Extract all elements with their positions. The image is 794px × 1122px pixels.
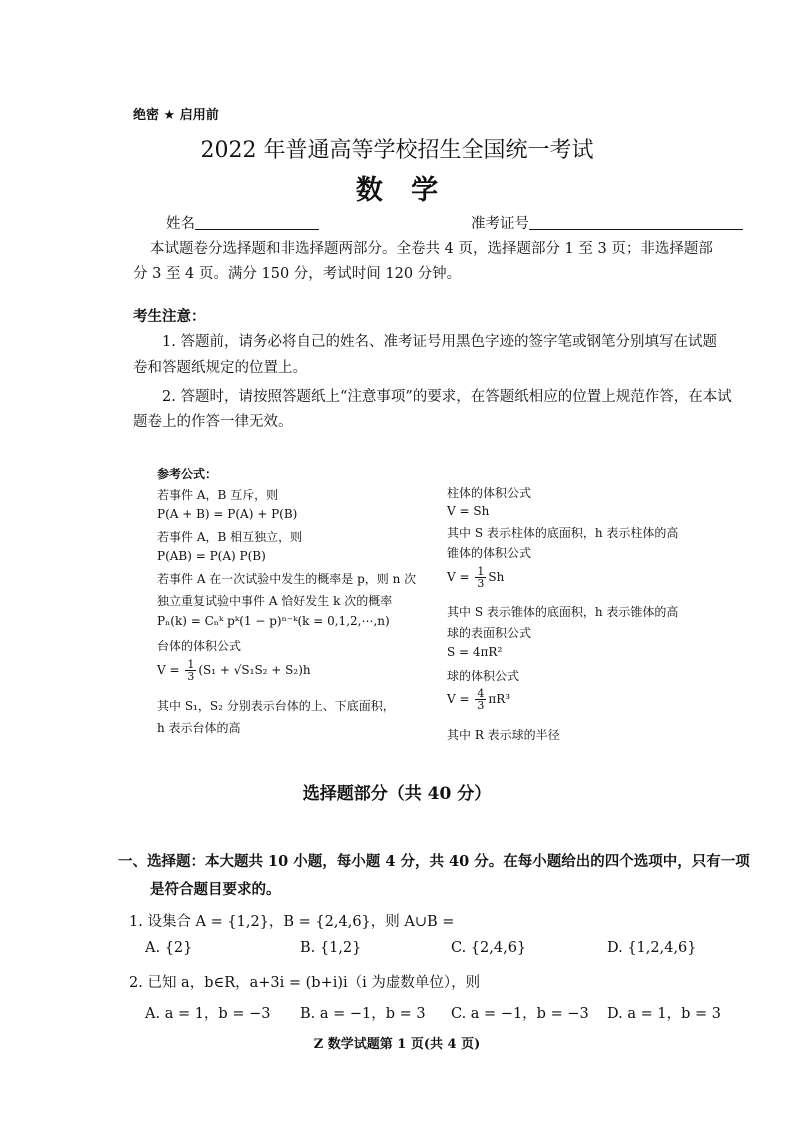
formula-right-6: 其中 S 表示锥体的底面积，h 表示锥体的高 (447, 605, 679, 619)
formula-left-1: 若事件 A，B 互斥，则 (157, 488, 279, 502)
name-label: 姓名 (166, 216, 195, 232)
intro-line-1: 本试题卷分选择题和非选择题两部分。全卷共 4 页，选择题部分 1 至 3 页；非选择题部 (150, 241, 713, 257)
section-title: 选择题部分（共 40 分） (302, 784, 492, 804)
formula-right-1: 柱体的体积公式 (447, 486, 532, 500)
formula-right-8: S = 4πR² (447, 645, 503, 659)
formula-left-7: Pₙ(k) = Cₙᵏ pᵏ(1 − p)ⁿ⁻ᵏ(k = 0,1,2,⋯,n) (157, 614, 390, 628)
question-1-option-c[interactable]: C. {2,4,6} (451, 940, 527, 956)
fraction: $\frac{1}{3}$ (187, 658, 195, 683)
formula-right-2: V = Sh (447, 504, 490, 518)
name-field[interactable] (166, 212, 319, 233)
confidential-mark: 绝密 ★ 启用前 (133, 108, 219, 123)
formula-right-11: 其中 R 表示球的半径 (447, 728, 560, 742)
notice-item-1: 1. 答题前，请务必将自己的姓名、准考证号用黑色字迹的签字笔或钢笔分别填写在试题 (162, 334, 717, 350)
exam-id-field[interactable] (471, 212, 743, 233)
fraction: $\frac{4}{3}$ (477, 687, 485, 712)
formula-right-3: 其中 S 表示柱体的底面积，h 表示柱体的高 (447, 526, 679, 540)
cone-volume-formula: V = $\frac{1}{3}$ Sh (447, 565, 505, 590)
question-2-option-d[interactable]: D. a = 1，b = 3 (607, 1006, 721, 1022)
formula-left-8: 台体的体积公式 (157, 639, 242, 653)
fraction: $\frac{1}{3}$ (477, 565, 485, 590)
sphere-volume-formula: V = $\frac{4}{3}$ πR³ (447, 687, 511, 712)
formula-right-4: 锥体的体积公式 (447, 546, 532, 560)
question-2-stem: 2. 已知 a，b∈R，a+3i = (b+i)i（i 为虚数单位），则 (129, 975, 481, 991)
formula-left-4: P(AB) = P(A) P(B) (157, 549, 266, 563)
section-instruction-cont: 是符合题目要求的。 (150, 881, 281, 898)
formula-left-11: h 表示台体的高 (157, 721, 241, 735)
exam-id-blank[interactable] (529, 215, 743, 230)
exam-title: 2022 年普通高等学校招生全国统一考试 (200, 138, 594, 163)
formula-left-5: 若事件 A 在一次试验中发生的概率是 p，则 n 次 (157, 572, 417, 586)
exam-id-label: 准考证号 (471, 216, 529, 232)
formula-left-3: 若事件 A，B 相互独立，则 (157, 530, 303, 544)
formula-left-2: P(A + B) = P(A) + P(B) (157, 507, 298, 521)
formula-right-7: 球的表面积公式 (447, 626, 532, 640)
question-1-option-a[interactable]: A. {2} (145, 940, 193, 956)
name-blank[interactable] (195, 215, 319, 230)
formula-right-9: 球的体积公式 (447, 669, 520, 683)
notice-title: 考生注意： (133, 308, 206, 325)
question-1-stem: 1. 设集合 A = {1,2}，B = {2,4,6}，则 A∪B = (129, 914, 455, 930)
formula-left-6: 独立重复试验中事件 A 恰好发生 k 次的概率 (157, 594, 393, 608)
subject-title: 数 学 (355, 175, 439, 206)
notice-item-1-cont: 卷和答题纸规定的位置上。 (133, 360, 307, 376)
notice-item-2-cont: 题卷上的作答一律无效。 (133, 414, 293, 430)
question-1-option-b[interactable]: B. {1,2} (300, 940, 362, 956)
page-footer: Z 数学试题第 1 页(共 4 页) (313, 1037, 481, 1052)
notice-item-2: 2. 答题时，请按照答题纸上“注意事项”的要求，在答题纸相应的位置上规范作答，在本试 (162, 389, 732, 405)
question-2-option-a[interactable]: A. a = 1，b = −3 (145, 1006, 271, 1022)
question-2-option-c[interactable]: C. a = −1，b = −3 (451, 1006, 589, 1022)
question-2-option-b[interactable]: B. a = −1，b = 3 (300, 1006, 426, 1022)
frustum-volume-formula: V = $\frac{1}{3}$ (S₁ + √S₁S₂ + S₂)h (157, 658, 311, 683)
formulas-title: 参考公式： (157, 467, 218, 481)
intro-line-2: 分 3 至 4 页。满分 150 分，考试时间 120 分钟。 (133, 266, 462, 282)
section-instruction: 一、选择题：本大题共 10 小题，每小题 4 分，共 40 分。在每小题给出的四个选项中，只有一项 (118, 853, 750, 870)
formula-left-10: 其中 S₁，S₂ 分别表示台体的上、下底面积， (157, 699, 395, 713)
question-1-option-d[interactable]: D. {1,2,4,6} (607, 940, 697, 956)
